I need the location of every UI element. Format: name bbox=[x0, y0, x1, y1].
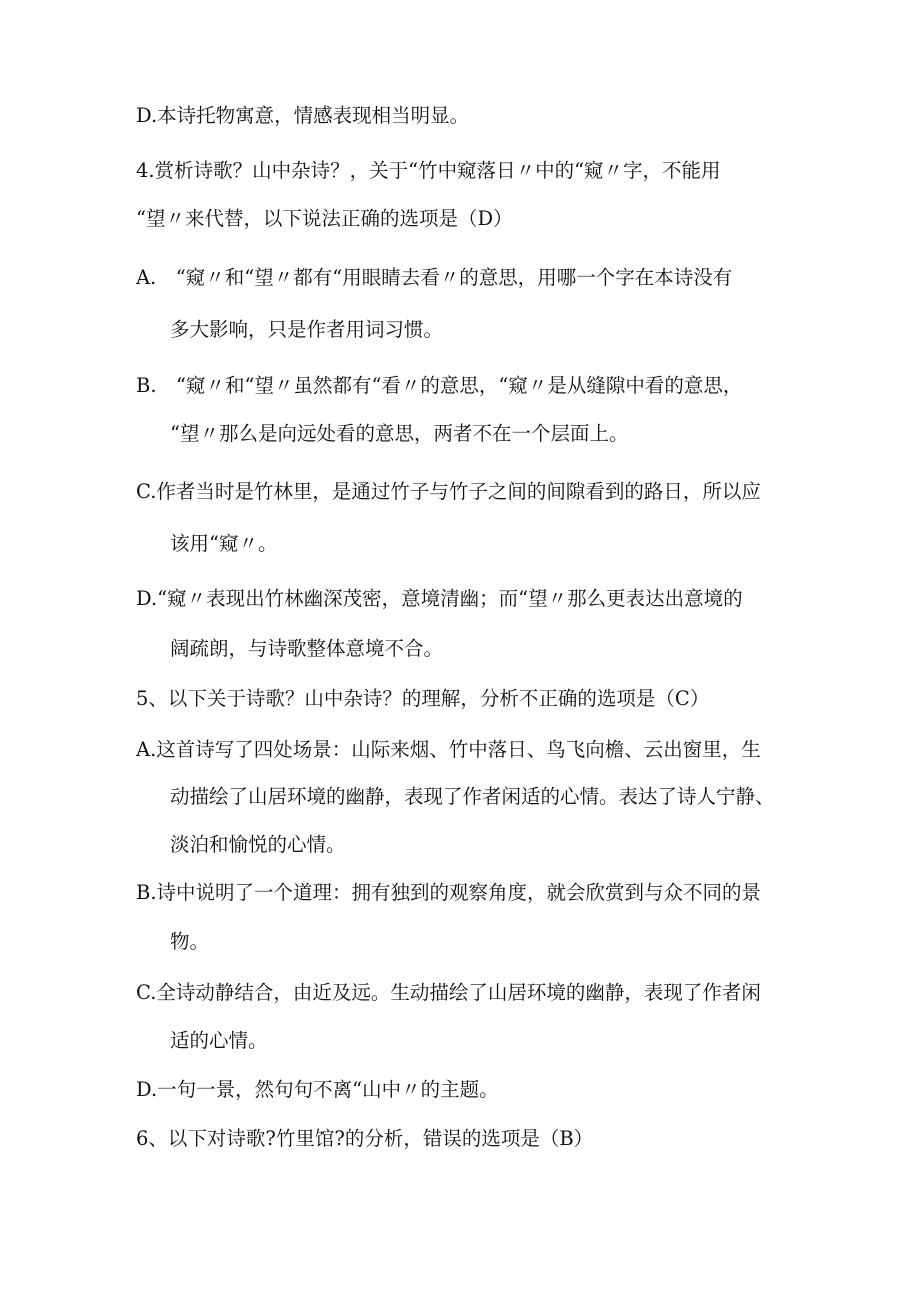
text-line: C.作者当时是竹林里，是通过竹子与竹子之间的间隙看到的路日，所以应 bbox=[136, 480, 761, 503]
text-line: 适的心情。 bbox=[170, 1029, 268, 1052]
text-line: 物。 bbox=[170, 930, 210, 953]
text-line: 多大影响，只是作者用词习惯。 bbox=[170, 318, 444, 341]
text-line: B. “窥〃和“望〃虽然都有“看〃的意思，“窥〃是从缝隙中看的意思， bbox=[136, 374, 743, 397]
text-line: D.本诗托物寓意，情感表现相当明显。 bbox=[136, 104, 470, 127]
text-line: A. “窥〃和“望〃都有“用眼睛去看〃的意思，用哪一个字在本诗没有 bbox=[136, 266, 733, 289]
text-line: 阔疏朗，与诗歌整体意境不合。 bbox=[170, 637, 444, 660]
text-line: 淡泊和愉悦的心情。 bbox=[170, 833, 346, 856]
text-line: B.诗中说明了一个道理：拥有独到的观察角度，就会欣赏到与众不同的景 bbox=[136, 881, 762, 904]
text-line: 该用“窥〃。 bbox=[170, 532, 278, 555]
text-line: C.全诗动静结合，由近及远。生动描绘了山居环境的幽静，表现了作者闲 bbox=[136, 981, 761, 1004]
text-line: “望〃那么是向远处看的意思，两者不在一个层面上。 bbox=[170, 422, 629, 445]
text-line: 动描绘了山居环境的幽静，表现了作者闲适的心情。表达了诗人宁静、 bbox=[170, 785, 775, 808]
text-line: D.“窥〃表现出竹林幽深茂密，意境清幽；而“望〃那么更表达出意境的 bbox=[136, 587, 743, 610]
text-line: 4.赏析诗歌？山中杂诗？，关于“竹中窥落日〃中的“窥〃字，不能用 bbox=[136, 159, 721, 182]
text-line: 5、以下关于诗歌？山中杂诗？的理解，分析不正确的选项是（C） bbox=[136, 687, 710, 710]
text-line: “望〃来代替，以下说法正确的选项是（D） bbox=[136, 207, 513, 230]
text-line: A.这首诗写了四处场景：山际来烟、竹中落日、鸟飞向檐、云出窗里，生 bbox=[136, 738, 761, 761]
text-line: D.一句一景，然句句不离“山中〃的主题。 bbox=[136, 1078, 499, 1101]
text-line: 6、以下对诗歌?竹里馆?的分析，错误的选项是（B） bbox=[136, 1127, 594, 1150]
